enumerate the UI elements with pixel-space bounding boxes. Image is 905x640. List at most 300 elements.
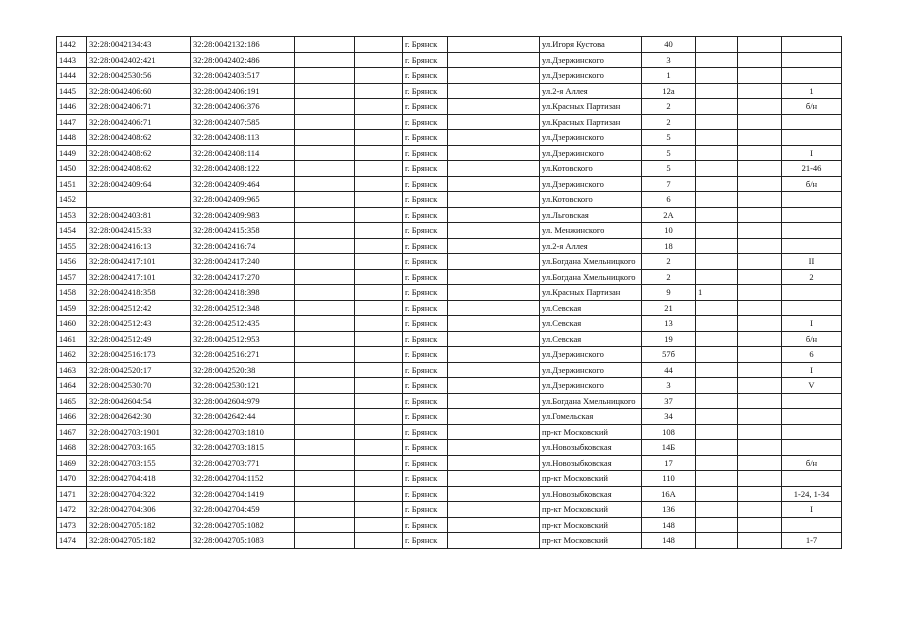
cell-building <box>696 486 738 502</box>
cell-empty-c <box>448 269 540 285</box>
cell-number: 1473 <box>57 517 87 533</box>
cell-empty-d <box>738 440 782 456</box>
table-row <box>57 533 842 549</box>
cell-number: 1463 <box>57 362 87 378</box>
cell-empty-d <box>738 223 782 239</box>
cell-premises <box>782 52 842 68</box>
cell-empty-b <box>355 192 403 208</box>
cell-land-cadastral: 32:28:0042530:70 <box>87 378 191 394</box>
cell-city: г. Брянск <box>403 254 448 270</box>
cell-street: ул.Дзержинского <box>540 68 642 84</box>
cell-empty-c <box>448 300 540 316</box>
cell-empty-a <box>295 99 355 115</box>
cell-empty-a <box>295 207 355 223</box>
cell-number: 1447 <box>57 114 87 130</box>
cell-house: 17 <box>642 455 696 471</box>
cell-empty-a <box>295 254 355 270</box>
cell-street: ул.Дзержинского <box>540 52 642 68</box>
cell-house: 5 <box>642 130 696 146</box>
cell-building <box>696 223 738 239</box>
cell-empty-a <box>295 393 355 409</box>
cell-empty-c <box>448 378 540 394</box>
cell-building-cadastral: 32:28:0042408:122 <box>191 161 295 177</box>
cell-city: г. Брянск <box>403 486 448 502</box>
cell-land-cadastral: 32:28:0042134:43 <box>87 37 191 53</box>
cell-empty-b <box>355 52 403 68</box>
cell-house: 2 <box>642 269 696 285</box>
cell-street: пр-кт Московский <box>540 471 642 487</box>
cell-empty-c <box>448 238 540 254</box>
cell-land-cadastral: 32:28:0042705:182 <box>87 517 191 533</box>
cell-land-cadastral: 32:28:0042512:49 <box>87 331 191 347</box>
cell-building-cadastral: 32:28:0042512:435 <box>191 316 295 332</box>
cell-premises: 1-7 <box>782 533 842 549</box>
cell-city: г. Брянск <box>403 207 448 223</box>
cell-city: г. Брянск <box>403 83 448 99</box>
cell-street: ул.Красных Партизан <box>540 99 642 115</box>
cell-empty-a <box>295 161 355 177</box>
table-row <box>57 269 842 285</box>
cell-empty-a <box>295 378 355 394</box>
cell-building-cadastral: 32:28:0042530:121 <box>191 378 295 394</box>
cell-empty-b <box>355 533 403 549</box>
cell-city: г. Брянск <box>403 316 448 332</box>
cell-empty-a <box>295 409 355 425</box>
cell-empty-a <box>295 424 355 440</box>
cell-number: 1470 <box>57 471 87 487</box>
cell-building <box>696 347 738 363</box>
cell-number: 1451 <box>57 176 87 192</box>
cell-empty-d <box>738 316 782 332</box>
cell-empty-c <box>448 409 540 425</box>
cell-premises: б/н <box>782 176 842 192</box>
cell-building <box>696 378 738 394</box>
cell-empty-b <box>355 68 403 84</box>
cell-street: ул.Богдана Хмельницкого <box>540 254 642 270</box>
cell-land-cadastral: 32:28:0042530:56 <box>87 68 191 84</box>
cell-building <box>696 130 738 146</box>
cell-house: 2 <box>642 99 696 115</box>
cell-street: ул.2-я Аллея <box>540 83 642 99</box>
cell-land-cadastral: 32:28:0042703:1901 <box>87 424 191 440</box>
cell-empty-c <box>448 440 540 456</box>
cell-empty-a <box>295 238 355 254</box>
cell-city: г. Брянск <box>403 300 448 316</box>
table-row <box>57 300 842 316</box>
cell-house: 2 <box>642 254 696 270</box>
cell-empty-b <box>355 207 403 223</box>
cell-premises <box>782 393 842 409</box>
cell-empty-d <box>738 130 782 146</box>
table-row <box>57 52 842 68</box>
cell-house: 3 <box>642 378 696 394</box>
cell-empty-c <box>448 331 540 347</box>
cell-premises <box>782 409 842 425</box>
cell-empty-a <box>295 533 355 549</box>
cell-street: ул.Льговская <box>540 207 642 223</box>
cell-number: 1457 <box>57 269 87 285</box>
cell-building <box>696 331 738 347</box>
cell-building-cadastral: 32:28:0042409:965 <box>191 192 295 208</box>
cell-premises <box>782 223 842 239</box>
cell-empty-b <box>355 455 403 471</box>
cell-empty-b <box>355 269 403 285</box>
cell-land-cadastral: 32:28:0042604:54 <box>87 393 191 409</box>
cell-empty-b <box>355 254 403 270</box>
cell-land-cadastral: 32:28:0042704:322 <box>87 486 191 502</box>
cell-empty-d <box>738 83 782 99</box>
cell-city: г. Брянск <box>403 393 448 409</box>
cell-number: 1445 <box>57 83 87 99</box>
cell-premises: I <box>782 502 842 518</box>
cell-number: 1442 <box>57 37 87 53</box>
cell-number: 1444 <box>57 68 87 84</box>
cell-street: ул.Гомельская <box>540 409 642 425</box>
cell-land-cadastral: 32:28:0042415:33 <box>87 223 191 239</box>
cell-building: 1 <box>696 285 738 301</box>
cell-number: 1448 <box>57 130 87 146</box>
cell-empty-d <box>738 502 782 518</box>
cell-house: 12а <box>642 83 696 99</box>
cell-empty-d <box>738 517 782 533</box>
cell-empty-c <box>448 285 540 301</box>
cell-number: 1466 <box>57 409 87 425</box>
table-row <box>57 440 842 456</box>
cell-number: 1469 <box>57 455 87 471</box>
table-row <box>57 68 842 84</box>
cell-city: г. Брянск <box>403 409 448 425</box>
cell-city: г. Брянск <box>403 37 448 53</box>
cell-empty-b <box>355 517 403 533</box>
cell-empty-d <box>738 331 782 347</box>
cell-empty-c <box>448 192 540 208</box>
cell-empty-a <box>295 517 355 533</box>
cell-city: г. Брянск <box>403 192 448 208</box>
cell-premises: б/н <box>782 455 842 471</box>
cell-empty-a <box>295 68 355 84</box>
cell-street: ул.Севская <box>540 331 642 347</box>
cell-premises: 1 <box>782 83 842 99</box>
cell-city: г. Брянск <box>403 68 448 84</box>
cell-building <box>696 145 738 161</box>
cell-empty-d <box>738 285 782 301</box>
cell-city: г. Брянск <box>403 99 448 115</box>
cell-street: ул.Красных Партизан <box>540 285 642 301</box>
cell-house: 136 <box>642 502 696 518</box>
cell-street: ул.Новозыбковская <box>540 455 642 471</box>
cell-house: 37 <box>642 393 696 409</box>
cell-land-cadastral: 32:28:0042406:71 <box>87 114 191 130</box>
cell-empty-c <box>448 362 540 378</box>
cell-empty-c <box>448 99 540 115</box>
cell-premises: V <box>782 378 842 394</box>
cell-city: г. Брянск <box>403 114 448 130</box>
cell-empty-d <box>738 207 782 223</box>
cell-empty-d <box>738 161 782 177</box>
cell-city: г. Брянск <box>403 176 448 192</box>
cell-land-cadastral: 32:28:0042516:173 <box>87 347 191 363</box>
cell-building-cadastral: 32:28:0042409:983 <box>191 207 295 223</box>
cell-empty-c <box>448 533 540 549</box>
cell-land-cadastral: 32:28:0042704:306 <box>87 502 191 518</box>
cell-number: 1450 <box>57 161 87 177</box>
cell-building <box>696 114 738 130</box>
cell-house: 16А <box>642 486 696 502</box>
cell-empty-c <box>448 130 540 146</box>
cell-empty-c <box>448 145 540 161</box>
cell-empty-c <box>448 486 540 502</box>
cell-land-cadastral: 32:28:0042417:101 <box>87 254 191 270</box>
cell-empty-c <box>448 52 540 68</box>
cell-premises <box>782 440 842 456</box>
cell-empty-b <box>355 502 403 518</box>
cell-house: 5 <box>642 145 696 161</box>
cell-empty-b <box>355 424 403 440</box>
cell-number: 1462 <box>57 347 87 363</box>
cell-house: 40 <box>642 37 696 53</box>
table-body <box>57 37 842 549</box>
cell-empty-c <box>448 502 540 518</box>
cell-building-cadastral: 32:28:0042408:113 <box>191 130 295 146</box>
cell-empty-a <box>295 440 355 456</box>
cell-premises <box>782 130 842 146</box>
cell-building-cadastral: 32:28:0042704:1152 <box>191 471 295 487</box>
cell-building-cadastral: 32:28:0042418:398 <box>191 285 295 301</box>
cell-land-cadastral: 32:28:0042520:17 <box>87 362 191 378</box>
cell-city: г. Брянск <box>403 347 448 363</box>
cell-empty-c <box>448 424 540 440</box>
cell-building <box>696 99 738 115</box>
cell-building <box>696 83 738 99</box>
cell-street: пр-кт Московский <box>540 533 642 549</box>
cell-house: 14Б <box>642 440 696 456</box>
cell-number: 1443 <box>57 52 87 68</box>
cell-empty-b <box>355 362 403 378</box>
cell-street: пр-кт Московский <box>540 424 642 440</box>
cell-empty-c <box>448 161 540 177</box>
cell-building-cadastral: 32:28:0042415:358 <box>191 223 295 239</box>
cell-empty-b <box>355 486 403 502</box>
cell-number: 1454 <box>57 223 87 239</box>
cell-building <box>696 409 738 425</box>
cell-empty-c <box>448 455 540 471</box>
cell-house: 148 <box>642 533 696 549</box>
cell-empty-a <box>295 114 355 130</box>
cell-land-cadastral: 32:28:0042512:42 <box>87 300 191 316</box>
cell-street: ул.2-я Аллея <box>540 238 642 254</box>
cell-empty-d <box>738 238 782 254</box>
cell-house: 3 <box>642 52 696 68</box>
cell-empty-d <box>738 254 782 270</box>
cell-empty-c <box>448 68 540 84</box>
cell-empty-d <box>738 300 782 316</box>
cell-building <box>696 393 738 409</box>
cell-land-cadastral: 32:28:0042705:182 <box>87 533 191 549</box>
cell-street: ул. Менжинского <box>540 223 642 239</box>
cell-building <box>696 52 738 68</box>
cell-land-cadastral: 32:28:0042402:421 <box>87 52 191 68</box>
cell-building <box>696 254 738 270</box>
table-row <box>57 130 842 146</box>
cell-street: ул.Богдана Хмельницкого <box>540 269 642 285</box>
cell-empty-b <box>355 378 403 394</box>
cell-land-cadastral: 32:28:0042408:62 <box>87 130 191 146</box>
cell-premises <box>782 424 842 440</box>
cell-building <box>696 68 738 84</box>
cell-street: ул.Дзержинского <box>540 362 642 378</box>
cell-house: 110 <box>642 471 696 487</box>
cell-empty-c <box>448 393 540 409</box>
cell-empty-a <box>295 455 355 471</box>
cell-empty-a <box>295 192 355 208</box>
cell-empty-a <box>295 176 355 192</box>
cell-land-cadastral: 32:28:0042406:60 <box>87 83 191 99</box>
cell-house: 19 <box>642 331 696 347</box>
cell-empty-b <box>355 130 403 146</box>
cell-building <box>696 238 738 254</box>
cell-number: 1464 <box>57 378 87 394</box>
cell-empty-b <box>355 238 403 254</box>
cell-empty-a <box>295 83 355 99</box>
cell-city: г. Брянск <box>403 52 448 68</box>
cell-empty-c <box>448 114 540 130</box>
cell-city: г. Брянск <box>403 223 448 239</box>
cell-building <box>696 192 738 208</box>
cell-empty-a <box>295 316 355 332</box>
cell-premises: б/н <box>782 99 842 115</box>
cell-city: г. Брянск <box>403 238 448 254</box>
cell-empty-a <box>295 471 355 487</box>
cell-premises: II <box>782 254 842 270</box>
cell-empty-a <box>295 130 355 146</box>
cell-premises <box>782 285 842 301</box>
cell-number: 1456 <box>57 254 87 270</box>
cell-street: ул.Дзержинского <box>540 378 642 394</box>
cell-empty-a <box>295 300 355 316</box>
cell-number: 1452 <box>57 192 87 208</box>
cell-building-cadastral: 32:28:0042703:1815 <box>191 440 295 456</box>
table-row <box>57 424 842 440</box>
cell-empty-a <box>295 285 355 301</box>
cell-empty-d <box>738 176 782 192</box>
cell-street: ул.Дзержинского <box>540 130 642 146</box>
cell-building-cadastral: 32:28:0042417:240 <box>191 254 295 270</box>
cell-empty-d <box>738 424 782 440</box>
table-row <box>57 378 842 394</box>
cell-building-cadastral: 32:28:0042406:191 <box>191 83 295 99</box>
cell-empty-d <box>738 347 782 363</box>
cell-premises: б/н <box>782 331 842 347</box>
cell-building <box>696 440 738 456</box>
cell-number: 1460 <box>57 316 87 332</box>
cell-building <box>696 502 738 518</box>
cell-premises: 1-24, 1-34 <box>782 486 842 502</box>
cell-house: 9 <box>642 285 696 301</box>
cell-house: 7 <box>642 176 696 192</box>
cell-building <box>696 176 738 192</box>
cell-house: 13 <box>642 316 696 332</box>
cell-land-cadastral: 32:28:0042703:165 <box>87 440 191 456</box>
table-row <box>57 316 842 332</box>
cell-building-cadastral: 32:28:0042417:270 <box>191 269 295 285</box>
cell-house: 2 <box>642 114 696 130</box>
cell-empty-b <box>355 331 403 347</box>
cell-building <box>696 362 738 378</box>
cell-street: ул.Новозыбковская <box>540 486 642 502</box>
cell-building-cadastral: 32:28:0042407:585 <box>191 114 295 130</box>
cell-number: 1468 <box>57 440 87 456</box>
cell-land-cadastral: 32:28:0042416:13 <box>87 238 191 254</box>
cell-building-cadastral: 32:28:0042409:464 <box>191 176 295 192</box>
cell-city: г. Брянск <box>403 362 448 378</box>
cell-city: г. Брянск <box>403 424 448 440</box>
cell-street: ул.Дзержинского <box>540 145 642 161</box>
cell-empty-c <box>448 223 540 239</box>
cell-empty-b <box>355 393 403 409</box>
cell-number: 1455 <box>57 238 87 254</box>
cell-empty-b <box>355 347 403 363</box>
cell-empty-d <box>738 533 782 549</box>
table-row <box>57 207 842 223</box>
table-row <box>57 471 842 487</box>
cell-building-cadastral: 32:28:0042520:38 <box>191 362 295 378</box>
cell-premises <box>782 37 842 53</box>
cell-premises: 21-46 <box>782 161 842 177</box>
cell-number: 1453 <box>57 207 87 223</box>
cell-city: г. Брянск <box>403 471 448 487</box>
cell-premises: I <box>782 362 842 378</box>
cell-empty-b <box>355 99 403 115</box>
register-table <box>56 36 842 549</box>
cell-city: г. Брянск <box>403 440 448 456</box>
cell-land-cadastral: 32:28:0042703:155 <box>87 455 191 471</box>
cell-building-cadastral: 32:28:0042512:348 <box>191 300 295 316</box>
cell-building <box>696 471 738 487</box>
cell-number: 1459 <box>57 300 87 316</box>
cell-empty-c <box>448 471 540 487</box>
cell-empty-b <box>355 145 403 161</box>
cell-number: 1474 <box>57 533 87 549</box>
cell-empty-d <box>738 114 782 130</box>
cell-number: 1458 <box>57 285 87 301</box>
cell-street: ул.Дзержинского <box>540 176 642 192</box>
cell-building <box>696 517 738 533</box>
cell-empty-b <box>355 176 403 192</box>
cell-empty-d <box>738 145 782 161</box>
cell-house: 34 <box>642 409 696 425</box>
cell-street: ул.Севская <box>540 316 642 332</box>
cell-house: 18 <box>642 238 696 254</box>
cell-empty-a <box>295 269 355 285</box>
cell-street: ул.Дзержинского <box>540 347 642 363</box>
cell-empty-d <box>738 269 782 285</box>
cell-city: г. Брянск <box>403 533 448 549</box>
cell-empty-b <box>355 440 403 456</box>
cell-street: ул.Игоря Кустова <box>540 37 642 53</box>
cell-empty-c <box>448 176 540 192</box>
cell-building-cadastral: 32:28:0042512:953 <box>191 331 295 347</box>
cell-empty-a <box>295 347 355 363</box>
cell-building-cadastral: 32:28:0042132:186 <box>191 37 295 53</box>
cell-land-cadastral: 32:28:0042409:64 <box>87 176 191 192</box>
cell-empty-b <box>355 161 403 177</box>
cell-empty-a <box>295 37 355 53</box>
cell-empty-c <box>448 37 540 53</box>
table-row <box>57 176 842 192</box>
table-row <box>57 161 842 177</box>
cell-empty-d <box>738 37 782 53</box>
cell-city: г. Брянск <box>403 130 448 146</box>
